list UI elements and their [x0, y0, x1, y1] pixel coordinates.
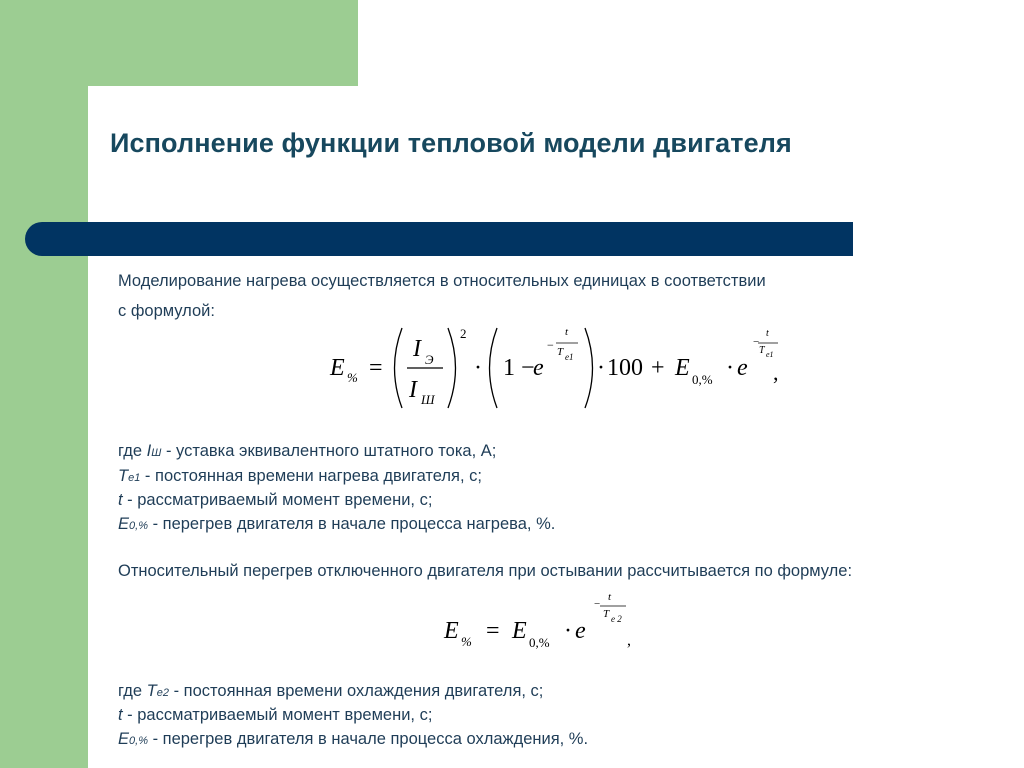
slide-title: Исполнение функции тепловой модели двигателя [110, 128, 792, 158]
f1-exp-Tsub: e1 [565, 352, 574, 362]
f2-exp-Tsub: e 2 [611, 614, 622, 624]
f1-one-minus: 1 − [503, 355, 535, 381]
def-symbol: t [118, 491, 123, 509]
f2-E0: E [512, 618, 527, 644]
f1-I-sh-sub: Ш [421, 392, 435, 407]
f1-dot3: · [726, 355, 734, 381]
def-subscript: e2 [156, 687, 170, 699]
f2-E0-sub: 0,% [529, 635, 550, 650]
def-symbol: T [146, 682, 157, 700]
def-symbol: T [118, 467, 129, 485]
def-text: - перегрев двигателя в начале процесса нагрева, %. [147, 515, 556, 533]
def-text: - постоянная времени охлаждения двигателя, с; [169, 682, 544, 700]
f1-exp2-T: T [759, 345, 765, 356]
f2-E: E [444, 618, 459, 644]
f2-e: e [575, 618, 586, 644]
def-prefix: где [118, 442, 147, 460]
def-text: - перегрев двигателя в начале процесса охлаждения, %. [147, 730, 589, 748]
def-subscript: Ш [151, 447, 162, 459]
f1-e: e [533, 355, 544, 381]
def-text: - рассматриваемый момент времени, с; [122, 706, 433, 724]
f1-exp-T: T [557, 346, 564, 358]
cooling-intro: Относительный перегрев отключенного двигателя при остывании рассчитывается по формуле: [118, 562, 853, 580]
f2-comma: , [627, 632, 631, 649]
f1-I-e-sub: Э [425, 352, 434, 367]
f1-E: E [330, 355, 345, 381]
def-subscript: 0,% [129, 735, 148, 747]
def-symbol: E [118, 515, 130, 533]
def-prefix: где [118, 682, 147, 700]
def-symbol: E [118, 730, 130, 748]
f1-exp2-t: t [766, 328, 769, 339]
def-subscript: e1 [128, 472, 141, 484]
def2-row [118, 706, 432, 725]
f2-exp-T: T [603, 608, 610, 620]
f1-plus: + [651, 355, 665, 381]
def1-row [118, 515, 555, 534]
intro-line-1: Моделирование нагрева осуществляется в относительных единицах в соответствии [118, 272, 766, 290]
f2-eq: = [486, 618, 500, 644]
def-text: - уставка эквивалентного штатного тока, А; [161, 442, 497, 460]
f1-exp-sign: − [547, 338, 554, 352]
f1-dot1: · [474, 355, 482, 381]
def-text: - рассматриваемый момент времени, с; [122, 491, 433, 509]
def1-row [118, 442, 496, 461]
f1-dot2: · [597, 355, 605, 381]
f2-dot: · [564, 618, 572, 644]
f1-I-top: I [413, 336, 421, 362]
f1-exp2-sign: − [753, 336, 760, 348]
f2-pct-sub: % [461, 634, 472, 649]
def-text: - постоянная времени нагрева двигателя, с; [140, 467, 482, 485]
f1-comma: , [773, 360, 779, 385]
f1-E0-sub: 0,% [692, 372, 713, 387]
f1-exp2-Tsub: e1 [766, 350, 774, 359]
def-symbol: t [118, 706, 123, 724]
def2-row [118, 682, 543, 701]
f1-exp-t: t [565, 326, 569, 338]
green-top-band [88, 0, 358, 86]
f2-exp-sign: − [594, 598, 601, 610]
intro-line-2: с формулой: [118, 302, 215, 320]
def-symbol: I [146, 442, 152, 460]
f1-hundred: 100 [607, 355, 643, 381]
f1-exp-fraction-line [556, 342, 580, 345]
f1-power: 2 [460, 326, 467, 341]
f1-E0: E [675, 355, 690, 381]
def1-row [118, 491, 432, 510]
title-underline-bar [25, 222, 853, 256]
f2-exp-t: t [608, 591, 612, 603]
f1-pct-sub: % [347, 370, 358, 385]
f1-e2: e [737, 355, 748, 381]
def2-row [118, 730, 588, 749]
def1-row [118, 467, 482, 486]
f1-eq: = [369, 355, 383, 381]
def-subscript: 0,% [129, 520, 148, 532]
green-side-band [0, 0, 88, 768]
f1-I-bottom: I [409, 377, 417, 403]
